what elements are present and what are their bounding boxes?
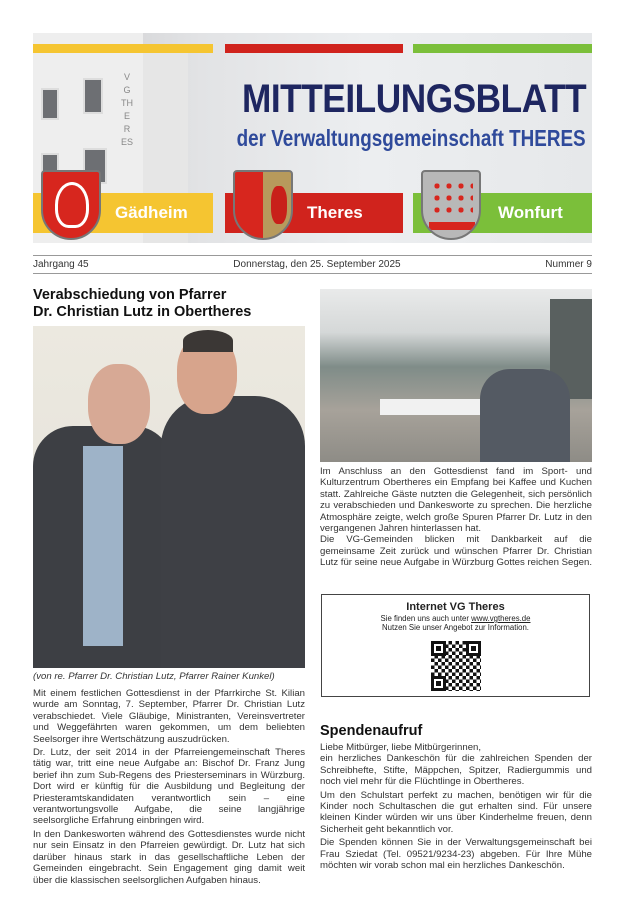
municipality-label: Wonfurt — [498, 203, 563, 222]
paragraph: Liebe Mitbürger, liebe Mitbürgerinnen, — [320, 742, 482, 753]
box-line2: Nutzen Sie unser Angebot zur Information. — [382, 623, 529, 632]
paragraph: Die Spenden können Sie in der Verwaltungsgemeinschaft bei Frau Sziedat (Tel. 09521/9234-23) abgeben. Für Ihre Mühe möchten wir vorab schon mal ein herzliches Dankeschön. — [320, 837, 592, 872]
building-sign: VG THERES — [121, 72, 134, 147]
issue-date: Donnerstag, den 25. September 2025 — [233, 259, 401, 270]
gaedheim-coat-of-arms-icon — [41, 170, 101, 240]
photo-reception — [320, 289, 592, 462]
wonfurt-coat-of-arms-icon — [421, 170, 481, 240]
masthead-banner — [33, 33, 592, 243]
article-headline-donations: Spendenaufruf — [320, 723, 423, 739]
paragraph: Im Anschluss an den Gottesdienst fand im Sport- und Kulturzentrum Obertheres ein Empfang bei Kaffee und Kuchen statt. Zahlreiche Gäste nutzten die Gelegenheit, sich persönlich zu verabschieden und Dankesworte zu sprechen. Die herzliche Atmosphäre zeigte, welch große Spuren Pfarrer Dr. Lutz in den vergangenen Jahren hinterlassen hat. — [320, 466, 592, 535]
box-title: Internet VG Theres — [406, 601, 505, 613]
municipality-label: Gädheim — [115, 203, 188, 222]
rule-bottom — [33, 273, 592, 274]
paragraph: Die VG-Gemeinden blicken mit Dankbarkeit auf die gemeinsame Zeit zurück und wünschen Pfarrer Dr. Christian Lutz für seine neue Aufgabe in Würzburg Gottes reichen Segen. — [320, 534, 592, 569]
green-bar — [413, 44, 592, 53]
rule-top — [33, 255, 592, 256]
internet-info-box — [321, 594, 590, 697]
photo-pastors — [33, 326, 305, 668]
paragraph: ein herzliches Dankeschön für die zahlreichen Spenden der Schreibhefte, Stifte, Mäppchen, Spitzer, Radiergummis und noch viel mehr für die Flüchtlinge in Obertheres. — [320, 753, 592, 788]
issue-number: Nummer 9 — [545, 259, 592, 270]
issue-info — [33, 259, 592, 270]
municipality-label: Theres — [307, 203, 363, 222]
red-bar — [225, 44, 403, 53]
theres-coat-of-arms-icon — [233, 170, 293, 240]
website-link[interactable]: www.vgtheres.de — [471, 614, 531, 623]
article-body-donations — [320, 742, 592, 871]
masthead-subtitle: der Verwaltungsgemeinschaft THERES — [236, 125, 586, 151]
qr-code-icon[interactable] — [431, 641, 481, 691]
yellow-bar — [33, 44, 213, 53]
article-body-right — [320, 466, 592, 569]
paragraph: Um den Schulstart perfekt zu machen, benötigen wir für die Kinder noch Schultaschen die gut erhalten sind. Für unsere kleinen Kinder würden wir uns über Kinderhelme freuen, denn Sicherheit geht bekanntlich vor. — [320, 789, 592, 835]
paragraph: In den Dankesworten während des Gottesdienstes wurde nicht nur sein Einsatz in den Pfarreien gewürdigt. Dr. Lutz hat sich darüber hinaus stark in das gesellschaftliche Leben der Gemeinden eingebracht. Sein Engagement ging damit weit über die klassischen seelsorglichen Aufgaben hinaus. — [33, 828, 305, 886]
box-line1: Sie finden uns auch unter www.vgtheres.de — [380, 614, 531, 623]
window — [41, 88, 59, 120]
window — [83, 78, 103, 114]
paragraph: Dr. Lutz, der seit 2014 in der Pfarreiengemeinschaft Theres tätig war, tritt eine neue Aufgabe an: Bischof Dr. Franz Jung berief ihn zum Sub-Regens des Priesterseminars in Würzburg. Dort wird er künftig für die Ausbildung und Begleitung der Priesteramtskandidaten verantwortlich sein – eine verantwortungsvolle Aufgabe, die seine langjährige seelsorgliche Erfahrung einbringen wird. — [33, 747, 305, 827]
volume: Jahrgang 45 — [33, 259, 89, 270]
photo-caption: (von re. Pfarrer Dr. Christian Lutz, Pfarrer Rainer Kunkel) — [33, 671, 275, 682]
article-headline: Verabschiedung von Pfarrer Dr. Christian Lutz in Obertheres — [33, 287, 252, 320]
article-body-left — [33, 688, 305, 886]
masthead-title: MITTEILUNGSBLATT — [241, 77, 586, 121]
paragraph: Mit einem festlichen Gottesdienst in der Pfarrkirche St. Kilian wurde am Sonntag, 7. September, Pfarrer Dr. Christian Lutz verabschiedet. Viele Gläubige, Ministranten, Vereinsvertreter und Weggefährten waren gekommen, um dem beliebten Seelsorger ihre Wertschätzung auszudrücken. — [33, 688, 305, 745]
